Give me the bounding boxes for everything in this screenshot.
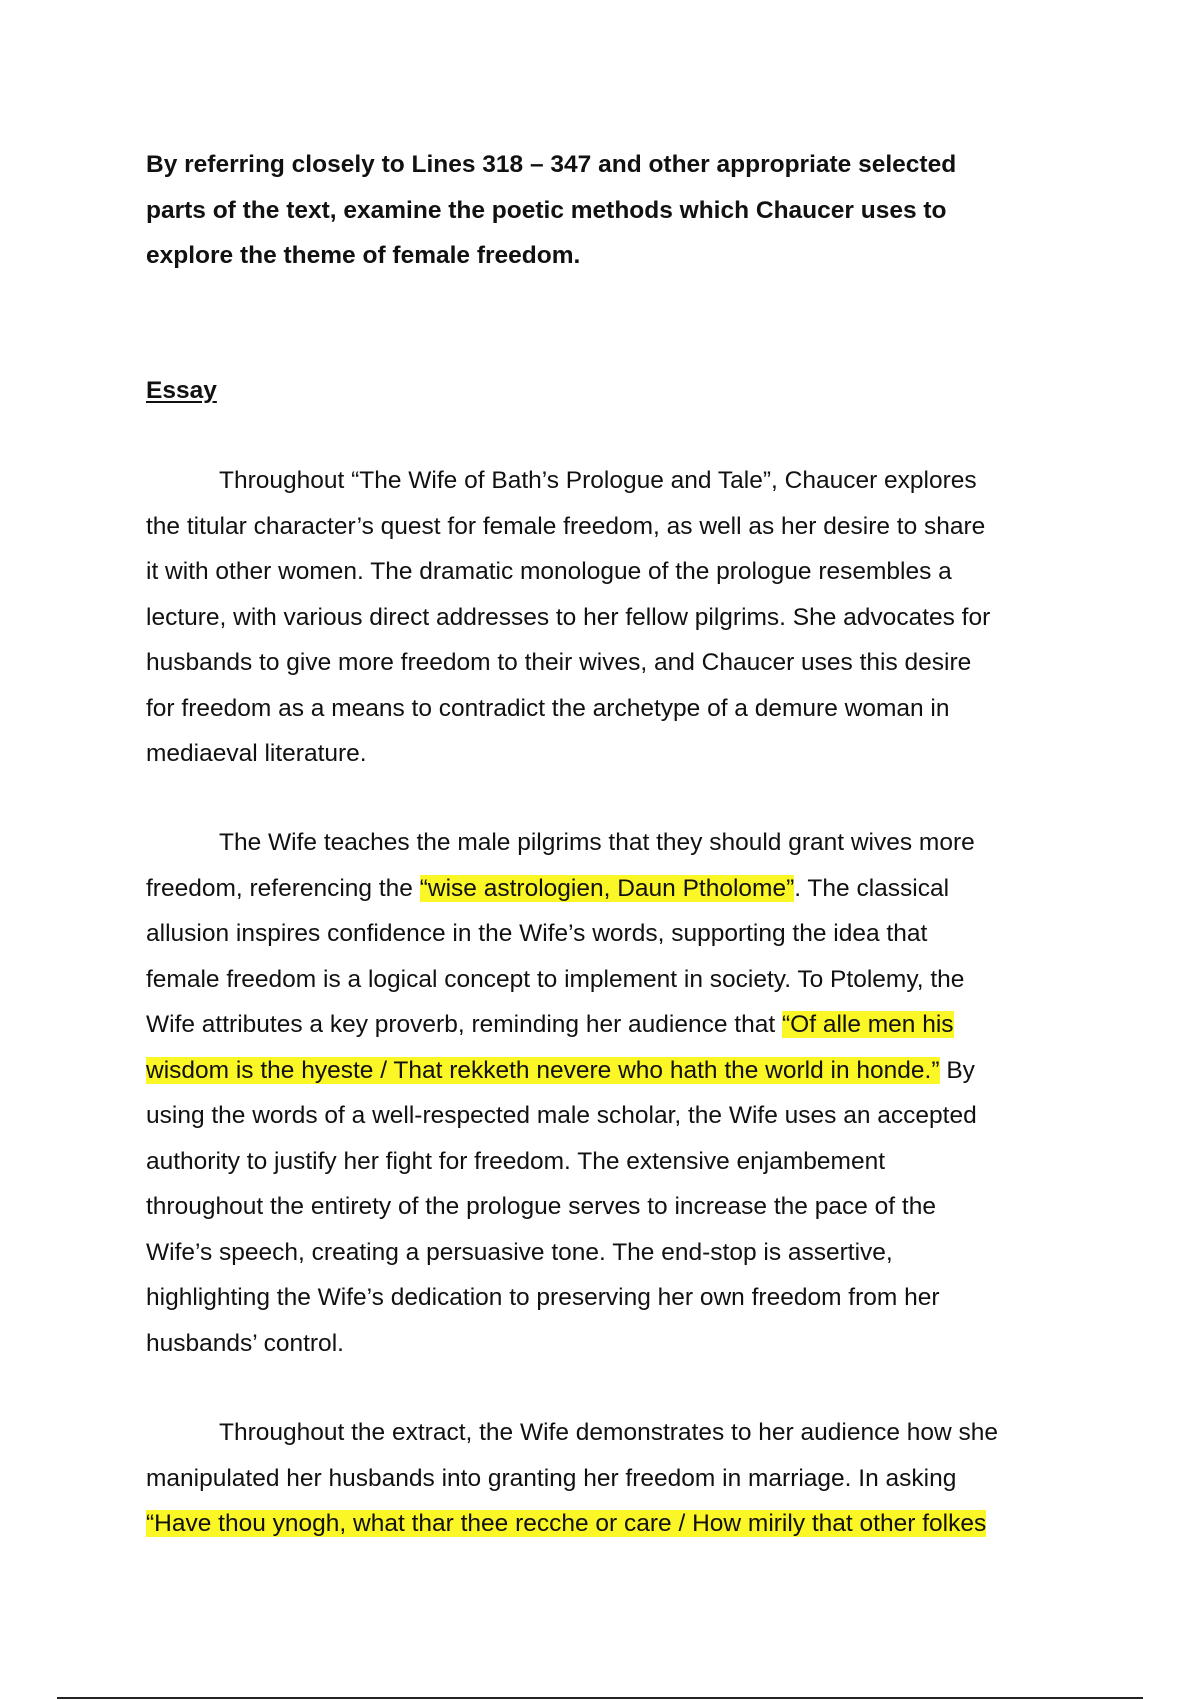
paragraph-line: highlighting the Wife’s dedication to preserving her own freedom from her bbox=[146, 1284, 940, 1311]
paragraph-line: husbands to give more freedom to their wives, and Chaucer uses this desire bbox=[146, 649, 972, 676]
paragraph-line bbox=[146, 1002, 1066, 1048]
paragraph-line: authority to justify her fight for freedom. The extensive enjambement bbox=[146, 1147, 886, 1175]
paragraph-line: Wife’s speech, creating a persuasive tone. The end-stop is assertive, bbox=[146, 1238, 893, 1266]
paragraph-line bbox=[146, 866, 1066, 912]
document-page bbox=[146, 142, 1066, 1537]
paragraph-1 bbox=[146, 458, 1066, 777]
paragraph-line: The Wife teaches the male pilgrims that they should grant wives more bbox=[219, 829, 975, 856]
essay-heading: Essay bbox=[146, 377, 217, 404]
highlighted-quote: “Of alle men his bbox=[781, 1011, 954, 1038]
paragraph-line: Throughout the extract, the Wife demonstrates to her audience how she bbox=[219, 1419, 998, 1446]
question-line-2: parts of the text, examine the poetic methods which Chaucer uses to bbox=[146, 196, 947, 224]
paragraph-line: throughout the entirety of the prologue serves to increase the pace of the bbox=[146, 1193, 936, 1220]
question-line-1: By referring closely to Lines 318 – 347 and other appropriate selected bbox=[146, 151, 957, 178]
paragraph-line: the titular character’s quest for female freedom, as well as her desire to share bbox=[146, 512, 986, 540]
paragraph-line: manipulated her husbands into granting her freedom in marriage. In asking bbox=[146, 1464, 957, 1492]
highlighted-quote: wisdom is the hyeste / That rekketh nevere who hath the world in honde.” bbox=[146, 1056, 940, 1084]
text-run: Wife attributes a key proverb, reminding her audience that bbox=[146, 1011, 782, 1038]
paragraph-line: for freedom as a means to contradict the archetype of a demure woman in bbox=[146, 694, 950, 722]
paragraph-line: husbands’ control. bbox=[146, 1329, 344, 1357]
paragraph-line: allusion inspires confidence in the Wife’s words, supporting the idea that bbox=[146, 920, 928, 947]
paragraph-3 bbox=[146, 1410, 1066, 1547]
text-run: By bbox=[939, 1056, 975, 1084]
paragraph-line: mediaeval literature. bbox=[146, 740, 367, 767]
text-run: . The classical bbox=[794, 874, 950, 902]
paragraph-line: it with other women. The dramatic monologue of the prologue resembles a bbox=[146, 558, 952, 585]
paragraph-line bbox=[146, 1501, 1066, 1547]
paragraph-line: using the words of a well-respected male scholar, the Wife uses an accepted bbox=[146, 1102, 977, 1129]
paragraph-line bbox=[146, 1048, 1066, 1094]
highlighted-quote: “Have thou ynogh, what thar thee recche or care / How mirily that other folkes bbox=[146, 1510, 987, 1537]
highlighted-quote: “wise astrologien, Daun Ptholome” bbox=[419, 874, 795, 902]
paragraph-2 bbox=[146, 820, 1066, 1366]
paragraph-line: Throughout “The Wife of Bath’s Prologue and Tale”, Chaucer explores bbox=[219, 467, 977, 494]
question-line-3: explore the theme of female freedom. bbox=[146, 242, 581, 269]
page-bottom-rule bbox=[57, 1697, 1143, 1699]
paragraph-line: lecture, with various direct addresses to her fellow pilgrims. She advocates for bbox=[146, 603, 991, 631]
essay-question bbox=[146, 142, 1066, 279]
text-run: freedom, referencing the bbox=[146, 874, 420, 902]
paragraph-line: female freedom is a logical concept to implement in society. To Ptolemy, the bbox=[146, 965, 965, 993]
